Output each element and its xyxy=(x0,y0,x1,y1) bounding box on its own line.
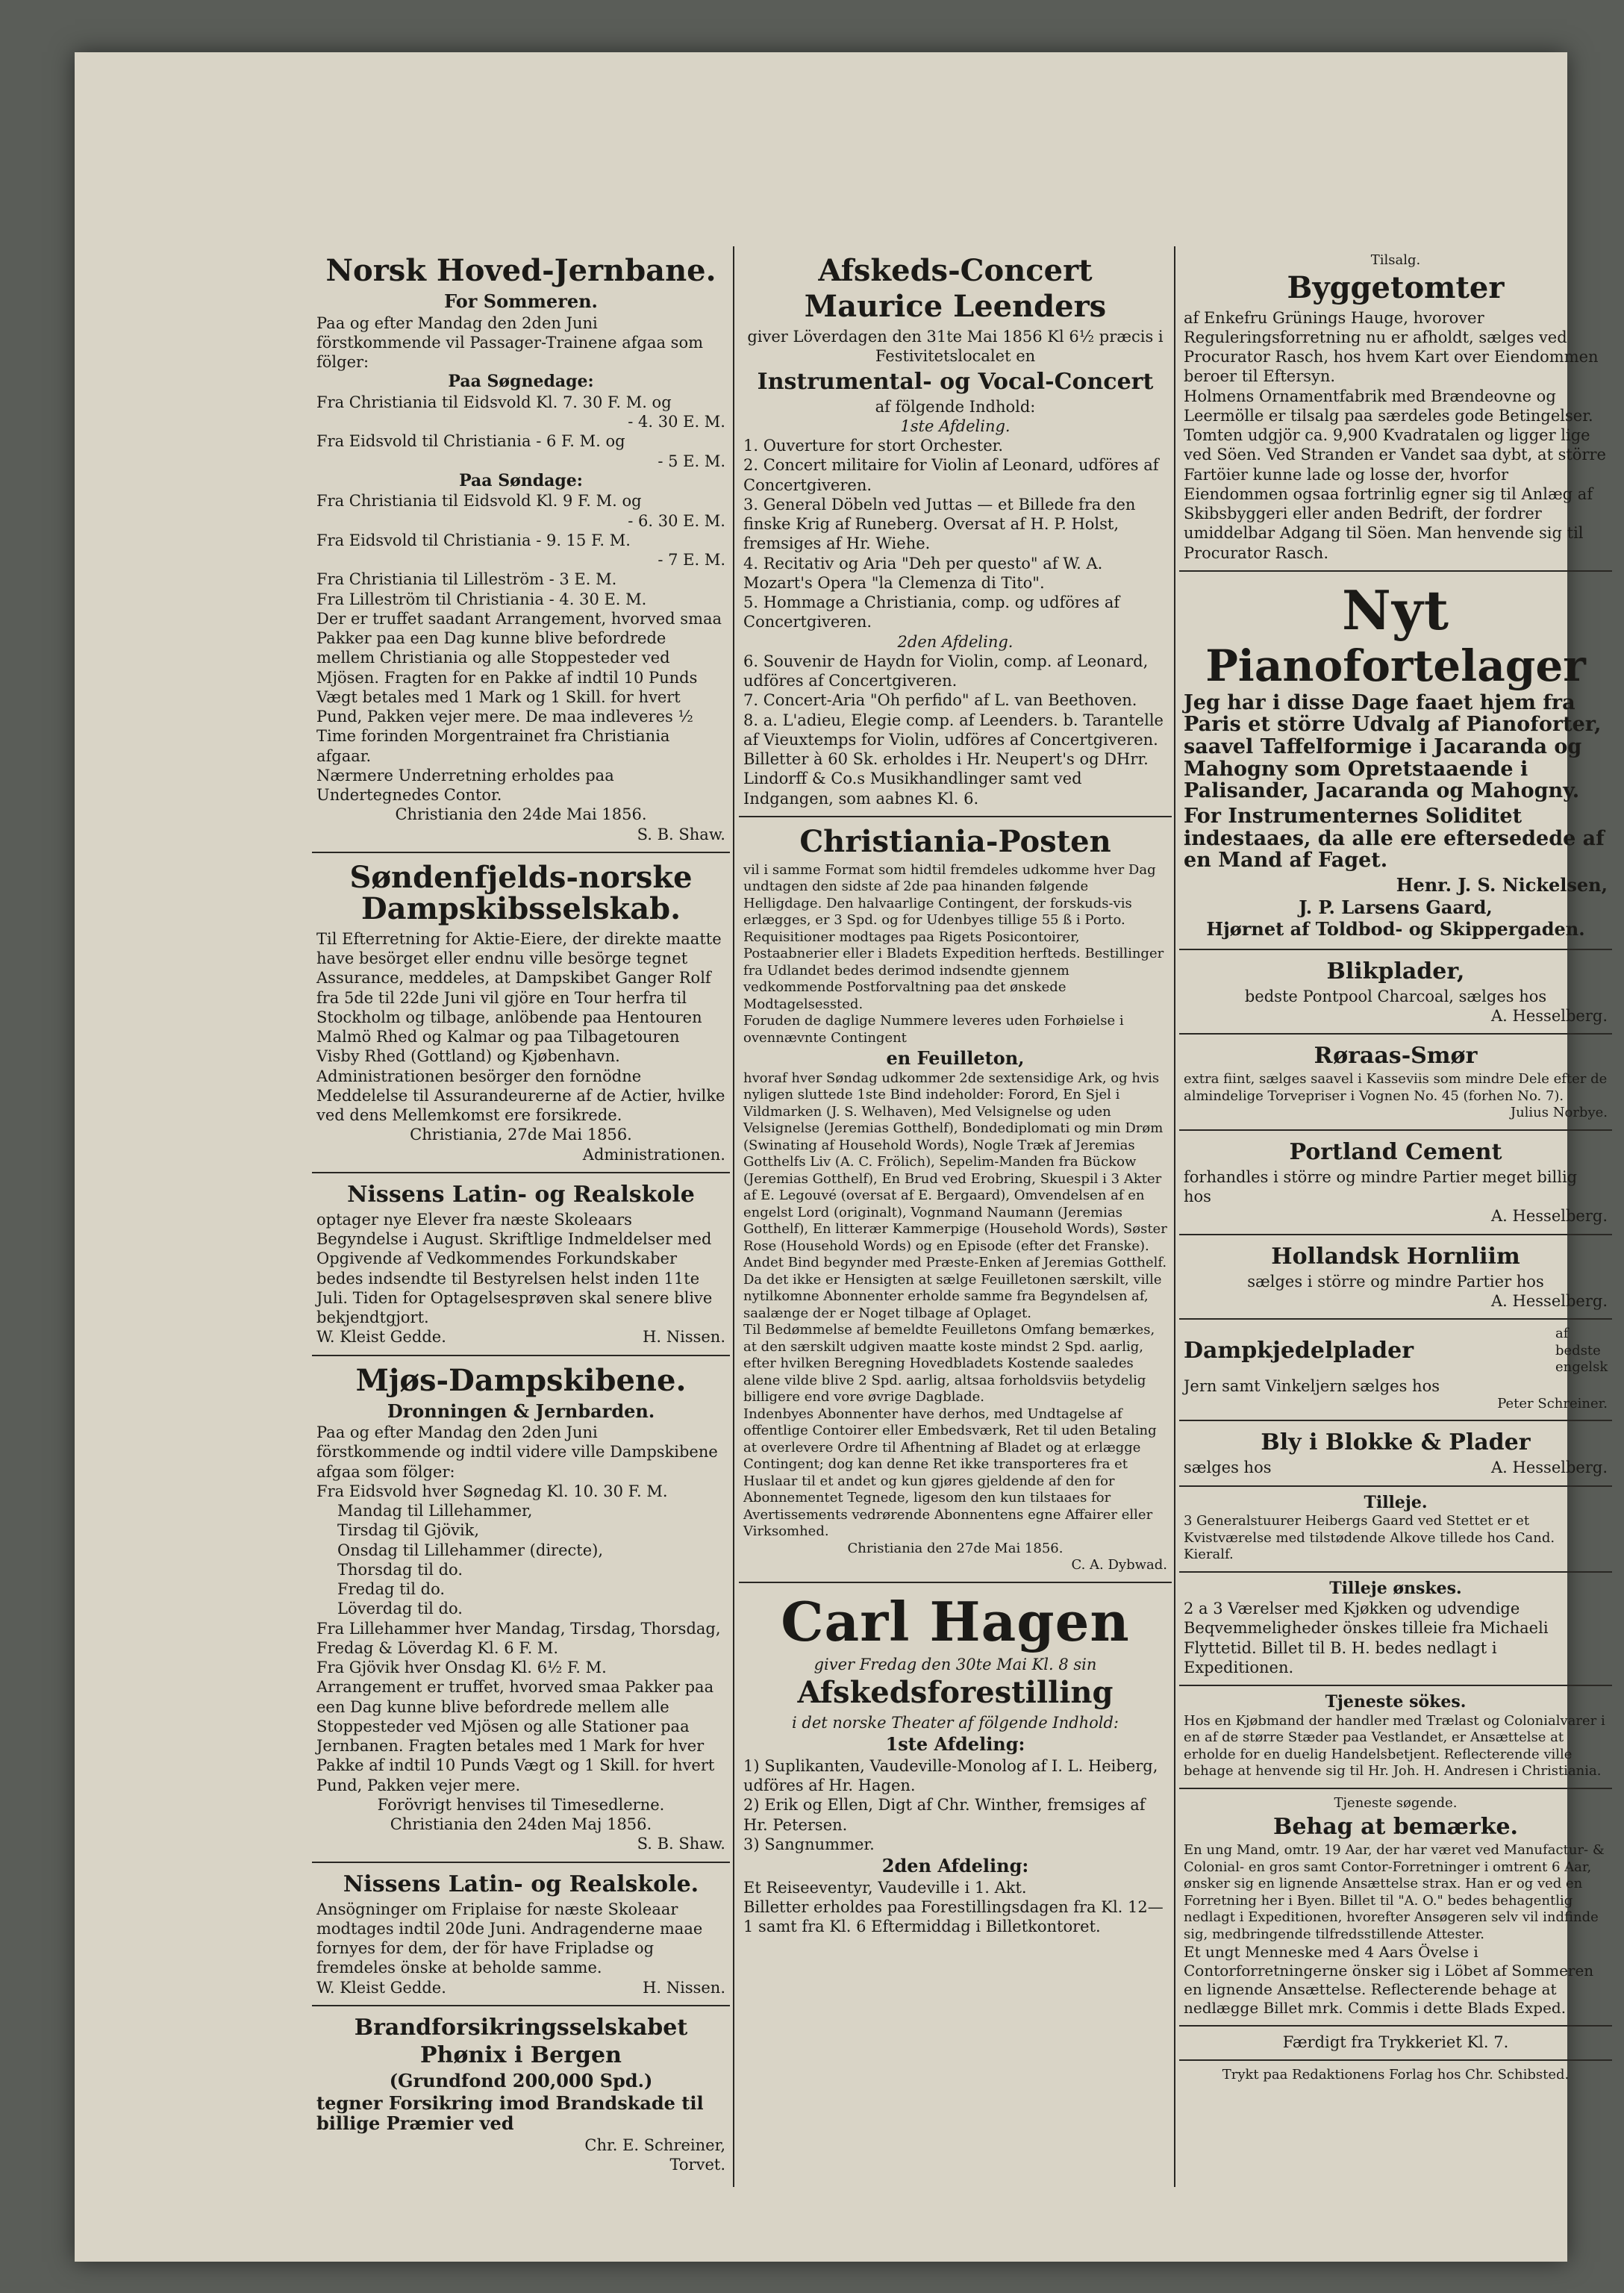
ad-carl-hagen xyxy=(739,1583,1172,1944)
ad-text: 3 Generalstuurer Heibergs Gaard ved Stettet er et Kvistværelse med tilstødende Alkove tillede hos Cand. Kieralf. xyxy=(1184,1513,1555,1563)
ad-signature: A. Hesselberg. xyxy=(1491,1007,1608,1026)
ad-text: Andet Bind begynder med Præste-Enken af Jeremias Gotthelf. xyxy=(743,1255,1167,1271)
ad-date: Christiania, 27de Mai 1856. xyxy=(410,1126,632,1144)
ad-kicker: Tilsalg. xyxy=(1370,252,1421,268)
ad-tilleje xyxy=(1179,1487,1612,1573)
ad-text: sælges hos xyxy=(1184,1459,1272,1477)
ad-behag-at-bemaerke xyxy=(1179,1789,1612,2027)
timetable-line: Fredag til do. xyxy=(337,1580,446,1599)
ad-signature: Torvet. xyxy=(669,2155,725,2174)
ad-text: Til Bedømmelse af bemeldte Feuilletons Omfang bemærkes, at den særskilt udgiven maatte koste mindst 2 Spd. aarlig, efter hvilken Beregning Hovedbladets Kostende saaledes alene vilde blive 2 Spd. aarlig, altsaa forholdsviis betydelig billigere end vore øvrige Dagblade. xyxy=(743,1322,1155,1406)
program-item: 2. Concert militaire for Violin af Leonard, udföres af Concertgiveren. xyxy=(743,456,1159,494)
ad-title: Phønix i Bergen xyxy=(420,2041,622,2068)
ad-text: Paa og efter Mandag den 2den Juni förstkommende vil Passager-Trainene afgaa som fölger: xyxy=(316,313,704,372)
column-middle xyxy=(739,246,1172,2187)
ad-text: Holmens Ornamentfabrik med Brændeovne og Leermölle er tilsalg paa særdeles gode Betingelser. Tomten udgjör ca. 9,900 Kvadratalen og ligger lige ved Söen. Ved Stranden er Vandet saa dybt, at större Fartöier kunne lade og losse der, hvorfor Eiendommen ogsaa fortrinlig egner sig til Anlæg af Skibsbyggeri eller anden Bedrift, der fordrer umiddelbar Adgang til Söen. Man henvende sig til Procurator Rasch. xyxy=(1184,387,1606,562)
column-rule xyxy=(733,246,734,2187)
ad-signature: Chr. E. Schreiner, xyxy=(584,2136,725,2154)
ad-text: forhandles i större og mindre Partier meget billig hos xyxy=(1184,1167,1578,1206)
timetable-line: Fra Lillehammer hver Mandag, Tirsdag, Thorsdag, Fredag & Löverdag Kl. 6 F. M. xyxy=(316,1619,721,1657)
ad-roraas-smor xyxy=(1179,1035,1612,1131)
program-item: Et Reiseeventyr, Vaudeville i 1. Akt. xyxy=(743,1878,1027,1897)
program-item: 3) Sangnummer. xyxy=(743,1835,875,1853)
program-item: 4. Recitativ og Aria "Deh per questo" af W. A. Mozart's Opera "la Clemenza di Tito". xyxy=(743,554,1103,592)
ad-text: Da det ikke er Hensigten at sælge Feuilletonen særskilt, ville nytilkomne Abonnenter erholde samme fra Begyndelsen af, saalænge der er Noget tilbage af Oplaget. xyxy=(743,1271,1162,1321)
timetable-line: Fra Lilleström til Christiania - 4. 30 E. M. xyxy=(316,590,647,608)
program-item: 1. Ouverture for stort Orchester. xyxy=(743,437,1004,455)
timetable-line: Fra Eidsvold til Christiania - 9. 15 F. M. xyxy=(316,531,631,549)
ad-text: Arrangement er truffet, hvorved smaa Pakker paa een Dag kunne blive befordrede mellem alle Stoppesteder ved Mjösen og alle Stationer paa Jernbanen. Fragten betales med 1 Mark for hver Pakke af indtil 10 Punds Vægt og 1 Skill. for hvert Pund, Pakken vejer mere. xyxy=(316,1678,715,1794)
ad-subtitle: (Grundfond 200,000 Spd.) xyxy=(389,2069,653,2091)
ad-text: Indenbyes Abonnenter have derhos, med Undtagelse af offentlige Contoirer eller Embedsværk, Ret til uden Betaling at overlevere Ordre til Afhentning af Bladet og at erlægge Contingent; dog kan denne Ret ikke transporteres fra et Huslaar til et andet og kun gjøres gjeldende af den for Abonnementet Tegnede, ligesom den kun tilstaaes for Avertissements vedrørende Abonnentens egne Affairer eller Virksomhed. xyxy=(743,1406,1157,1540)
ad-signature: H. Nissen. xyxy=(643,1328,725,1347)
timetable-line: Fra Eidsvold til Christiania - 6 F. M. og xyxy=(316,432,625,451)
ad-text: 2 a 3 Værelser med Kjøkken og udvendige Beqvemmeligheder önskes tilleie fra Michaeli Flyttetid. Billet til B. H. bedes nedlagt i Expeditionen. xyxy=(1184,1600,1549,1676)
ad-text: Ansögninger om Friplaise for næste Skoleaar modtages indtil 20de Juni. Andragenderne maae fornyes for dem, der för have Fripladse og fremdeles önske at beholde samme. xyxy=(316,1900,703,1977)
ad-text: i det norske Theater af fölgende Indhold: xyxy=(792,1714,1119,1732)
ad-signature: Administrationen. xyxy=(582,1145,725,1164)
ad-text: giver Fredag den 30te Mai Kl. 8 sin xyxy=(813,1655,1097,1673)
ad-norsk-hoved-jernbane xyxy=(312,246,730,853)
ad-title: Nissens Latin- og Realskole. xyxy=(343,1871,699,1897)
ad-text: En ung Mand, omtr. 19 Aar, der har været ved Manufactur- & Colonial- en gros samt Contor-Forretninger i omtrent 6 Aar, ønsker sig en lignende Ansættelse strax. Han er og ved en Forretning her i Byen. Billet til "A. O." bedes behagentlig nedlagt i Expeditionen, hvorefter Ansøgeren selv vil indfinde sig, medbringende tilfredsstillende Attester. xyxy=(1184,1842,1605,1942)
imprint-text: Trykt paa Redaktionens Forlag hos Chr. Schibsted. xyxy=(1222,2067,1570,2083)
ad-title: Carl Hagen xyxy=(781,1589,1130,1653)
ad-title: Søndenfjelds-norske Dampskibsselskab. xyxy=(349,859,693,926)
timetable-line: Fra Christiania til Eidsvold Kl. 7. 30 F. M. og xyxy=(316,393,672,411)
timetable-line: Fra Gjövik hver Onsdag Kl. 6½ F. M. xyxy=(316,1659,607,1677)
ad-title: Tjeneste sökes. xyxy=(1325,1692,1467,1712)
timetable-line: - 4. 30 E. M. xyxy=(628,413,725,431)
ad-signature: Julius Norbye. xyxy=(1510,1105,1608,1121)
ad-title: Bly i Blokke & Plader xyxy=(1261,1429,1531,1456)
timetable-line: Mandag til Lillehammer, xyxy=(337,1502,533,1520)
ad-text: af Enkefru Grünings Hauge, hvorover Reguleringsforretning nu er afholdt, sælges ved Procurator Rasch, hos hvem Kart over Eiendommen beroer til Eftersyn. xyxy=(1184,308,1599,386)
ad-text: Jeg har i disse Dage faaet hjem fra Paris et större Udvalg af Pianoforter, saavel Taffelformige i Jacaranda og Mahogny som Opretstaaende i Palisander, Jacaranda og Mahogny. xyxy=(1184,690,1602,803)
ad-title: Mjøs-Dampskibene. xyxy=(355,1362,687,1398)
ad-title: Behag at bemærke. xyxy=(1272,1814,1519,1841)
ad-text: af fölgende Indhold: xyxy=(875,397,1036,416)
ad-date: Christiania den 24den Maj 1856. xyxy=(390,1815,652,1834)
ad-signature: Henr. J. S. Nickelsen, xyxy=(1396,874,1608,896)
ad-title: Christiania-Posten xyxy=(799,823,1111,859)
printing-time: Færdigt fra Trykkeriet Kl. 7. xyxy=(1282,2033,1509,2052)
column-right xyxy=(1179,246,1612,2187)
ad-title: Norsk Hoved-Jernbane. xyxy=(325,253,716,288)
timetable-line: - 6. 30 E. M. xyxy=(628,511,725,530)
ad-title: Hollandsk Hornliim xyxy=(1271,1243,1520,1270)
ad-text: tegner Forsikring imod Brandskade til billige Præmier ved xyxy=(316,2091,704,2135)
ad-text: Forövrigt henvises til Timesedlerne. xyxy=(377,1795,665,1814)
column-left xyxy=(312,246,730,2187)
ad-text: Hos en Kjøbmand der handler med Trælast og Colonialvarer i en af de større Stæder paa Vestlandet, er Ansættelse at erholde for en duelig Handelsbetjent. Reflecterende ville behage at henvende sig til Hr. Joh. H. Andresen i Christiania. xyxy=(1184,1712,1605,1779)
ad-blikplader xyxy=(1179,950,1612,1035)
timetable-line: Löverdag til do. xyxy=(337,1600,463,1618)
ad-nissens-latinskole-2 xyxy=(312,1863,730,2006)
imprint xyxy=(1179,2061,1612,2091)
ad-text: Jern samt Vinkeljern sælges hos xyxy=(1184,1376,1440,1395)
ad-title: Røraas-Smør xyxy=(1314,1043,1478,1070)
ad-title: Nissens Latin- og Realskole xyxy=(347,1181,695,1208)
ad-signature: S. B. Shaw. xyxy=(637,1835,725,1853)
ad-date: Christiania den 27de Mai 1856. xyxy=(847,1540,1064,1556)
ad-subtitle: Dronningen & Jernbarden. xyxy=(387,1400,655,1422)
ad-mjos-dampskibene xyxy=(312,1356,730,1863)
ad-text: extra fiint, sælges saavel i Kasseviis som mindre Dele efter de almindelige Torvepriser i Vognen No. 45 (forhen No. 7). xyxy=(1184,1071,1608,1104)
ad-hollandsk-hornliim xyxy=(1179,1235,1612,1320)
ad-text: bedste Pontpool Charcoal, sælges hos xyxy=(1244,987,1547,1005)
newspaper-page xyxy=(216,246,1612,2187)
ad-nissens-latinskole-1 xyxy=(312,1173,730,1356)
ad-signature: Peter Schreiner. xyxy=(1497,1395,1608,1411)
ad-text: giver Löverdagen den 31te Mai 1856 Kl 6½ præcis i Festivitetslocalet en xyxy=(747,328,1164,366)
ad-sondenfjelds-dampskibsselskab xyxy=(312,853,730,1173)
ad-address: J. P. Larsens Gaard, xyxy=(1299,896,1493,918)
ad-pianofortelager xyxy=(1179,572,1612,950)
section-heading: 1ste Afdeling. xyxy=(900,417,1011,435)
ad-title: Byggetomter xyxy=(1287,269,1505,305)
timetable-line: Onsdag til Lillehammer (directe), xyxy=(337,1541,603,1559)
ad-signature: S. B. Shaw. xyxy=(637,825,725,843)
ad-subtitle: Instrumental- og Vocal-Concert xyxy=(757,368,1154,395)
ad-text: Billetter erholdes paa Forestillingsdagen fra Kl. 12—1 samt fra Kl. 6 Eftermiddag i Billetkontoret. xyxy=(743,1898,1164,1936)
ad-text: Til Efterretning for Aktie-Eiere, der direkte maatte have besörget eller endnu ville besörge tegnet Assurance, meddeles, at Dampskibet Ganger Rolf fra 5de til 22de Juni vil gjöre en Tour herfra til Stockholm og tilbage, anlöbende paa Hentouren Malmö Rhed og Kalmar og paa Tilbagetouren Visby Rhed (Gottland) og Kjøbenhavn. Administrationen besörger den fornödne Meddelelse til Assurandeurerne af de Actier, hvilke ved dens Mellemkomst ere forsikrede. xyxy=(316,929,725,1125)
program-item: 6. Souvenir de Haydn for Violin, comp. af Leonard, udföres af Concertgiveren. xyxy=(743,652,1149,690)
printing-note xyxy=(1179,2027,1612,2061)
ad-text: Et ungt Menneske med 4 Aars Övelse i Contorforretningerne önsker sig i Löbet af Sommeren en lignende Ansættelse. Reflecterende behage at nedlægge Billet mrk. Commis i dette Blads Exped. xyxy=(1184,1943,1594,2018)
ad-date: Christiania den 24de Mai 1856. xyxy=(395,805,647,824)
ad-text: Nærmere Underretning erholdes paa Undertegnedes Contor. xyxy=(316,766,614,805)
section-heading: 2den Afdeling: xyxy=(881,1855,1029,1877)
program-item: 7. Concert-Aria "Oh perfido" af L. van Beethoven. xyxy=(743,691,1137,710)
ad-afskeds-concert xyxy=(739,246,1172,817)
ad-title: Tilleje ønskes. xyxy=(1329,1578,1462,1598)
section-heading: Paa Søgnedage: xyxy=(448,372,594,392)
ad-title: Dampkjedelplader xyxy=(1184,1338,1414,1364)
ad-christiania-posten xyxy=(739,817,1172,1583)
ad-kicker: Tjeneste søgende. xyxy=(1334,1794,1458,1811)
ad-bly-i-blokke xyxy=(1179,1421,1612,1486)
program-item: 1) Suplikanten, Vaudeville-Monolog af I. L. Heiberg, udföres af Hr. Hagen. xyxy=(743,1756,1158,1795)
program-item: 8. a. L'adieu, Elegie comp. af Leenders. b. Tarantelle af Vieuxtemps for Violin, udföres af Concertgiveren. xyxy=(743,711,1164,749)
ad-note: af bedste engelsk xyxy=(1555,1326,1608,1376)
ad-subtitle: For Sommeren. xyxy=(444,290,598,312)
ad-text: Der er truffet saadant Arrangement, hvorved smaa Pakker paa een Dag kunne blive befordrede mellem Christiania og alle Stoppesteder ved Mjösen. Fragten for en Pakke af indtil 10 Punds Vægt betales med 1 Mark og 1 Skill. for hvert Pund, Pakken vejer mere. De maa indleveres ½ Time forinden Morgentrainet fra Christiania afgaar. xyxy=(316,609,722,765)
ad-signature: C. A. Dybwad. xyxy=(1071,1557,1167,1573)
timetable-line: - 5 E. M. xyxy=(658,452,725,470)
newspaper-sheet xyxy=(75,52,1608,2262)
ad-text: vil i samme Format som hidtil fremdeles udkomme hver Dag undtagen den sidste af 2de paa hinanden følgende Helligdage. Den halvaarlige Contingent, der forskuds-vis erlægges, er 3 Spd. og for Udenbyes tillige 55 ß i Porto. Requisitioner modtages paa Rigets Posicontoirer, Postaabnerier eller i Bladets Expedition herfteds. Bestillinger fra Udlandet bedes derimod indsendte gjennem vedkommende Postforvaltning paa det ønskede Modtagelsessted. xyxy=(743,861,1164,1012)
timetable-line: Thorsdag til do. xyxy=(337,1560,463,1579)
timetable-line: Fra Eidsvold hver Søgnedag Kl. 10. 30 F. M. xyxy=(316,1482,668,1500)
ad-address: Hjørnet af Toldbod- og Skippergaden. xyxy=(1206,918,1585,940)
ad-title: Afskedsforestilling xyxy=(797,1675,1114,1711)
ad-tjeneste-sokes xyxy=(1179,1686,1612,1789)
program-item: 3. General Döbeln ved Juttas — et Billede fra den finske Krig af Runeberg. Oversat af H. P. Holst, fremsiges af Hr. Wiehe. xyxy=(743,495,1136,553)
timetable-line: - 7 E. M. xyxy=(658,551,725,570)
program-item: 2) Erik og Ellen, Digt af Chr. Winther, fremsiges af Hr. Petersen. xyxy=(743,1796,1146,1834)
program-item: 5. Hommage a Christiania, comp. og udföres af Concertgiveren. xyxy=(743,593,1120,631)
ad-signature: W. Kleist Gedde. xyxy=(316,1328,446,1347)
column-rule xyxy=(1174,246,1175,2187)
ad-text: optager nye Elever fra næste Skoleaars Begyndelse i August. Skriftlige Indmeldelser med Opgivende af Vedkommendes Forkundskaber bedes indsendte til Bestyrelsen helst inden 11te Juli. Tiden for Optagelsesprøven skal senere blive bekjendtgjort. xyxy=(316,1210,713,1327)
ad-title: Tilleje. xyxy=(1364,1492,1428,1512)
ad-title: Blikplader, xyxy=(1326,958,1465,985)
timetable-line: Fra Christiania til Eidsvold Kl. 9 F. M. og xyxy=(316,492,642,511)
ad-title: Brandforsikringsselskabet xyxy=(354,2014,688,2041)
ad-signature: W. Kleist Gedde. xyxy=(316,1978,446,1997)
ad-text: hvoraf hver Søndag udkommer 2de sextensidige Ark, og hvis nyligen sluttede 1ste Bind indeholder: Forord, En Sjel i Vildmarken (J. S. Welhaven), Med Velsignelse og uden Velsignelse (Jeremias Gotthelf), Bondediplomati og min Drøm (Swinating af Household Words), Nogle Træk af Jeremias Gotthelfs Liv (A. C. Frölich), Sepelim-Manden fra Bückow (Jeremias Gotthelf), En Brud ved Erobring, Skuespil i 3 Akter af E. Legouvé (oversat af E. Bergaard), Omvendelsen af en engelst Lord (originalt), Vognmand Naumann (Jeremias Gotthelf), En litterær Kammerpige (Household Words), Søster Rose (Household Words) og en Episode (efter det Franske). xyxy=(743,1070,1167,1254)
ad-signature: A. Hesselberg. xyxy=(1491,1291,1608,1310)
section-heading: 1ste Afdeling: xyxy=(885,1733,1025,1756)
ad-title: Maurice Leenders xyxy=(804,289,1107,324)
ad-dampkjedelplader xyxy=(1179,1320,1612,1421)
ad-signature: A. Hesselberg. xyxy=(1491,1459,1608,1477)
ad-tilleje-onskes xyxy=(1179,1573,1612,1687)
ad-signature: H. Nissen. xyxy=(643,1978,725,1997)
timetable-line: Tirsdag til Gjövik, xyxy=(337,1521,480,1540)
ad-portland-cement xyxy=(1179,1131,1612,1235)
ad-text: sælges i större og mindre Partier hos xyxy=(1247,1272,1544,1291)
timetable-line: Fra Christiania til Lilleström - 3 E. M. xyxy=(316,570,617,589)
ad-byggetomter xyxy=(1179,246,1612,572)
ad-subtitle: en Feuilleton, xyxy=(886,1047,1025,1070)
ad-title: Afskeds-Concert xyxy=(818,253,1093,288)
ad-signature: A. Hesselberg. xyxy=(1491,1207,1608,1226)
ad-title: Portland Cement xyxy=(1289,1138,1502,1165)
ad-text: Foruden de daglige Nummere leveres uden Forhøielse i ovennævnte Contingent xyxy=(743,1013,1124,1046)
section-heading: 2den Afdeling. xyxy=(897,632,1014,651)
ad-title: Pianofortelager xyxy=(1205,640,1586,691)
ad-title: Nyt xyxy=(1342,578,1449,642)
section-heading: Paa Søndage: xyxy=(459,470,583,490)
ad-text: Paa og efter Mandag den 2den Juni förstkommende og indtil videre ville Dampskibene afgaa som fölger: xyxy=(316,1423,718,1481)
ad-text: Billetter à 60 Sk. erholdes i Hr. Neupert's og DHrr. Lindorff & Co.s Musikhandlinger samt ved Indgangen, som aabnes Kl. 6. xyxy=(743,750,1149,808)
ad-text: For Instrumenternes Soliditet indestaaes, da alle ere eftersedede af en Mand af Faget. xyxy=(1184,805,1605,873)
ad-brandforsikring-phonix xyxy=(312,2006,730,2182)
